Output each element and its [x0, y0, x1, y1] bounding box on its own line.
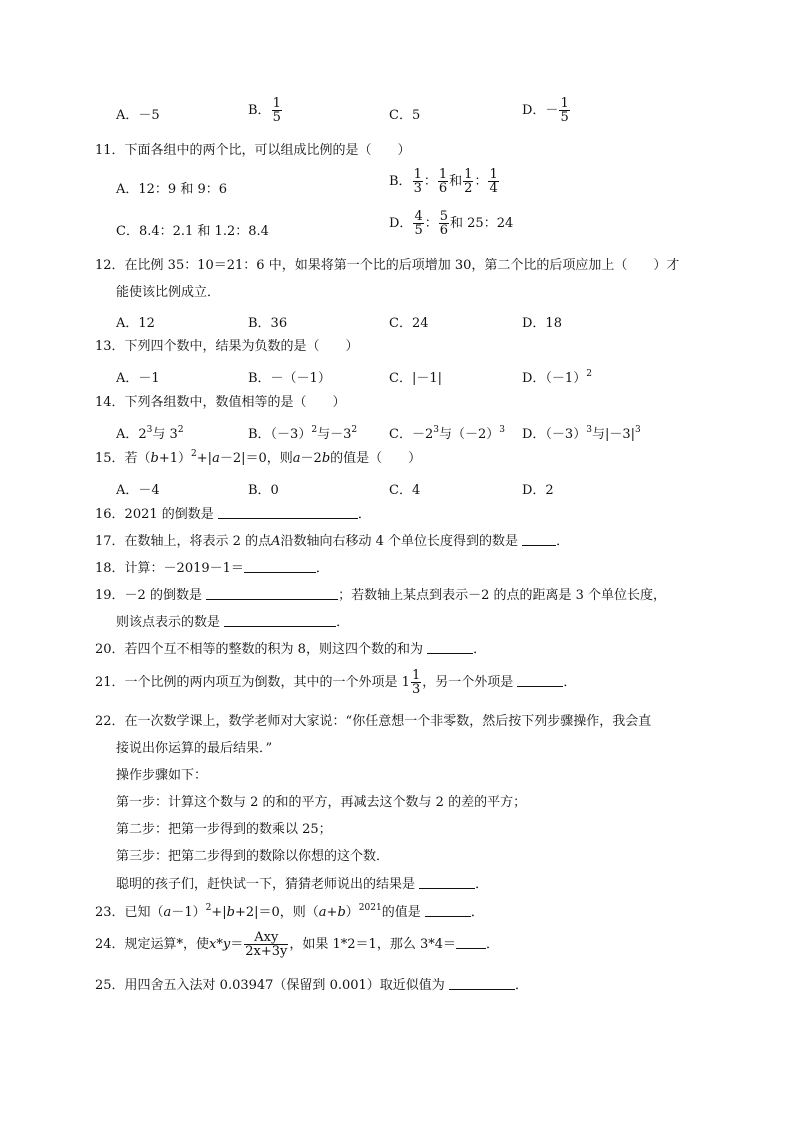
- answer-blank[interactable]: [218, 506, 358, 519]
- variable-a: a: [318, 905, 327, 920]
- q10-option-d-prefix: D．－: [522, 103, 559, 118]
- q17: [95, 533, 569, 550]
- q24: [95, 930, 499, 960]
- fraction-numerator: 5: [439, 209, 449, 224]
- q21-text: 21．一个比例的两内项互为倒数，其中的一个外项是 1: [95, 675, 410, 690]
- q23-text: ）: [345, 905, 359, 920]
- exponent: 2021: [358, 903, 382, 913]
- equals-sign: ＝: [230, 937, 244, 952]
- answer-blank[interactable]: [206, 587, 338, 600]
- exponent: 2: [177, 425, 184, 435]
- q10-option-b-prefix: B．: [248, 103, 271, 118]
- fraction-denominator: 2: [464, 181, 473, 196]
- fraction: [413, 210, 423, 237]
- q23-text: －1）: [171, 905, 206, 920]
- q10-option-b-fraction: [272, 97, 282, 124]
- q22-end: ．: [475, 877, 489, 892]
- q15-text: 15．若（: [95, 451, 151, 466]
- ratio-colon: ：: [474, 174, 488, 189]
- q19-line2: [116, 614, 349, 631]
- q17-text: 沿数轴向右移动 4 个单位长度得到的数是: [280, 534, 519, 549]
- q11-option-b: [389, 168, 500, 195]
- variable-a: a: [292, 451, 301, 466]
- q14-stem: 14．下列各组数中，数值相等的是（ ）: [95, 395, 346, 410]
- q13-option-a: A．－1: [116, 371, 160, 386]
- q11-option-d-tail: 和 25：24: [450, 216, 514, 231]
- q13-option-b: B．－（－1）: [248, 371, 331, 386]
- q16-text: 16．2021 的倒数是: [95, 507, 214, 522]
- q16: [95, 506, 371, 523]
- q11-option-d: [389, 210, 513, 237]
- q22-line2: 接说出你运算的最后结果．”: [116, 741, 273, 756]
- q20-text: 20．若四个互不相等的整数的积为 8，则这四个数的和为: [95, 642, 423, 657]
- q22-line6: 第三步：把第二步得到的数除以你想的这个数．: [116, 849, 390, 864]
- answer-blank[interactable]: [425, 904, 471, 917]
- q10-option-a: A．－5: [116, 108, 160, 123]
- q23-end: ．: [470, 905, 484, 920]
- q15-text: －2|＝0，则: [219, 451, 293, 466]
- q10-option-d: [522, 97, 571, 124]
- q11-option-d-prefix: D．: [389, 216, 413, 231]
- answer-blank[interactable]: [419, 876, 475, 889]
- q15-text: －2: [300, 451, 322, 466]
- answer-blank[interactable]: [522, 533, 556, 546]
- fraction: [413, 168, 423, 195]
- exponent: 3: [634, 425, 641, 435]
- operation-expression: x*y: [209, 937, 231, 952]
- fraction-numerator: Axy: [244, 931, 288, 945]
- answer-blank[interactable]: [224, 614, 336, 627]
- variable-b: b: [337, 905, 346, 920]
- q17-end: ．: [556, 534, 570, 549]
- q18: [95, 560, 329, 577]
- variable-a: a: [163, 905, 172, 920]
- q15-option-c: C．4: [389, 483, 421, 498]
- q10-option-b: [248, 97, 283, 124]
- fraction-numerator: 1: [560, 96, 569, 111]
- exponent: 2: [205, 903, 212, 913]
- q16-end: ．: [357, 507, 371, 522]
- q20: [95, 641, 486, 658]
- q14-option-c-base2: 与（－2）: [438, 427, 500, 442]
- q24-end: ．: [486, 937, 500, 952]
- q14-option-c-base1: C．－2: [389, 427, 434, 442]
- point-label: A: [271, 534, 281, 549]
- q25-end: ．: [514, 978, 528, 993]
- q22-line4: 第一步：计算这个数与 2 的和的平方，再减去这个数与 2 的差的平方；: [116, 795, 527, 810]
- q22-line7: [116, 876, 488, 893]
- fraction-numerator: 1: [489, 167, 498, 182]
- q11-option-a: A．12：9 和 9：6: [116, 182, 228, 197]
- q22-line5: 第二步：把第一步得到的数乘以 25；: [116, 822, 332, 837]
- q14-option-c: [389, 423, 505, 442]
- q21-text: ，另一个外项是: [422, 675, 514, 690]
- answer-blank[interactable]: [427, 641, 473, 654]
- q19-text: ；若数轴上某点到表示－2 的点的距离是 3 个单位长度，: [338, 588, 667, 603]
- q19-end: ．: [336, 615, 350, 630]
- variable-a: a: [212, 451, 220, 466]
- answer-blank[interactable]: [449, 977, 515, 990]
- fraction-numerator: 1: [272, 96, 281, 111]
- q12-stem-line1: 12．在比例 35：10＝21：6 中，如果将第一个比的后项增加 30，第二个比的后项应加上（ ）才: [95, 258, 680, 273]
- q20-end: ．: [473, 642, 487, 657]
- conjunction-text: 和: [449, 174, 463, 189]
- q13-option-d: [522, 367, 592, 386]
- variable-b: b: [321, 451, 331, 466]
- q15-stem: [95, 451, 421, 467]
- q25-text: 25．用四舍五入法对 0.03947（保留到 0.001）取近似值为: [95, 978, 445, 993]
- q13-option-d-text: D．（－1）: [522, 371, 587, 386]
- q17-text: 17．在数轴上，将表示 2 的点: [95, 534, 272, 549]
- fraction: [439, 210, 449, 237]
- q22-text: 聪明的孩子们，赶快试一下，猜猜老师说出的结果是: [116, 877, 416, 892]
- q14-option-d-base1: D．（－3）: [522, 427, 587, 442]
- fraction-numerator: 4: [414, 209, 423, 224]
- q23-text: +: [326, 905, 338, 920]
- q19-line1: [95, 587, 666, 604]
- exponent: 2: [351, 425, 358, 435]
- fraction-denominator: 5: [414, 223, 423, 238]
- answer-blank[interactable]: [244, 560, 316, 573]
- q23: [95, 904, 484, 921]
- q11-option-b-prefix: B．: [389, 174, 412, 189]
- q15-option-d: D．2: [522, 483, 554, 498]
- q14-option-b-base2: 与－3: [317, 427, 352, 442]
- fraction-denominator: 4: [489, 181, 498, 196]
- q15-text: 的值是（ ）: [330, 451, 422, 466]
- answer-blank[interactable]: [456, 936, 486, 949]
- q18-end: ．: [315, 561, 329, 576]
- exponent: 3: [146, 425, 153, 435]
- q10-option-c: C．5: [389, 108, 421, 123]
- q24-text: ，如果 1*2＝1，那么 3*4＝: [289, 937, 456, 952]
- q11-stem: 11．下面各组中的两个比，可以组成比例的是（ ）: [95, 143, 411, 158]
- q21: [95, 668, 576, 698]
- exponent: 2: [586, 369, 592, 379]
- exponent: 3: [433, 425, 439, 435]
- q11-option-c: C．8.4：2.1 和 1.2：8.4: [116, 224, 269, 239]
- q23-text: 的值是: [381, 905, 421, 920]
- q14-option-b-base1: B．（－3）: [248, 427, 312, 442]
- exponent: 2: [191, 449, 197, 459]
- fraction: [463, 168, 473, 195]
- fraction-numerator: 1: [464, 167, 473, 182]
- exponent: 3: [586, 425, 592, 435]
- ratio-colon: ：: [423, 174, 437, 189]
- q13-option-c: C．|－1|: [389, 371, 442, 386]
- fraction: [244, 931, 288, 958]
- q23-text: +|: [211, 905, 227, 920]
- q14-option-d-base2: 与|－3|: [591, 427, 635, 442]
- fraction-denominator: 3: [411, 682, 421, 697]
- fraction-denominator: 6: [439, 223, 449, 238]
- q22-line1: 22．在一次数学课上，数学老师对大家说：“你任意想一个非零数，然后按下列步骤操作，我会直: [95, 714, 652, 729]
- q15-option-a: A．－4: [116, 483, 160, 498]
- q23-text: 23．已知（: [95, 905, 164, 920]
- q14-option-a: [116, 423, 184, 442]
- fraction-denominator: 5: [560, 110, 569, 125]
- q12-option-b: B．36: [248, 316, 288, 331]
- q12-option-c: C．24: [389, 316, 429, 331]
- q15-option-b: B．0: [248, 483, 279, 498]
- q14-option-a-base1: A．2: [116, 427, 147, 442]
- fraction: [488, 168, 498, 195]
- q14-option-a-base2: 与 3: [152, 427, 178, 442]
- answer-blank[interactable]: [517, 674, 563, 687]
- fraction-numerator: 1: [411, 668, 421, 683]
- q22-line3: 操作步骤如下：: [116, 768, 208, 783]
- q25: [95, 977, 528, 994]
- q12-stem-line2: 能使该比例成立．: [116, 285, 221, 300]
- fraction-denominator: 6: [438, 181, 448, 196]
- fraction-denominator: 5: [272, 110, 281, 125]
- q15-text: +1）: [158, 451, 192, 466]
- q12-option-a: A．12: [116, 316, 155, 331]
- q19-text: 19．－2 的倒数是: [95, 588, 202, 603]
- exponent: 2: [311, 425, 318, 435]
- q10-option-d-fraction: [559, 97, 569, 124]
- exponent: 3: [499, 425, 505, 435]
- q12-option-d: D．18: [522, 316, 562, 331]
- q15-text: +|: [196, 451, 213, 466]
- q23-text: +2|＝0，则（: [234, 905, 319, 920]
- q21-end: ．: [563, 675, 577, 690]
- variable-b: b: [150, 451, 159, 466]
- fraction-numerator: 1: [438, 167, 448, 182]
- ratio-colon: ：: [424, 216, 438, 231]
- q19-text: 则该点表示的数是: [116, 615, 221, 630]
- q14-option-d: [522, 423, 641, 442]
- fraction-denominator: 3: [413, 181, 422, 196]
- q13-stem: 13．下列四个数中，结果为负数的是（ ）: [95, 339, 359, 354]
- q18-text: 18．计算：－2019－1＝: [95, 561, 244, 576]
- fraction: [411, 669, 421, 696]
- fraction: [438, 168, 448, 195]
- fraction-numerator: 1: [413, 167, 422, 182]
- q24-text: 24．规定运算*，使: [95, 937, 210, 952]
- variable-b: b: [226, 905, 235, 920]
- q14-option-b: [248, 423, 357, 442]
- fraction-denominator: 2x+3y: [245, 944, 288, 959]
